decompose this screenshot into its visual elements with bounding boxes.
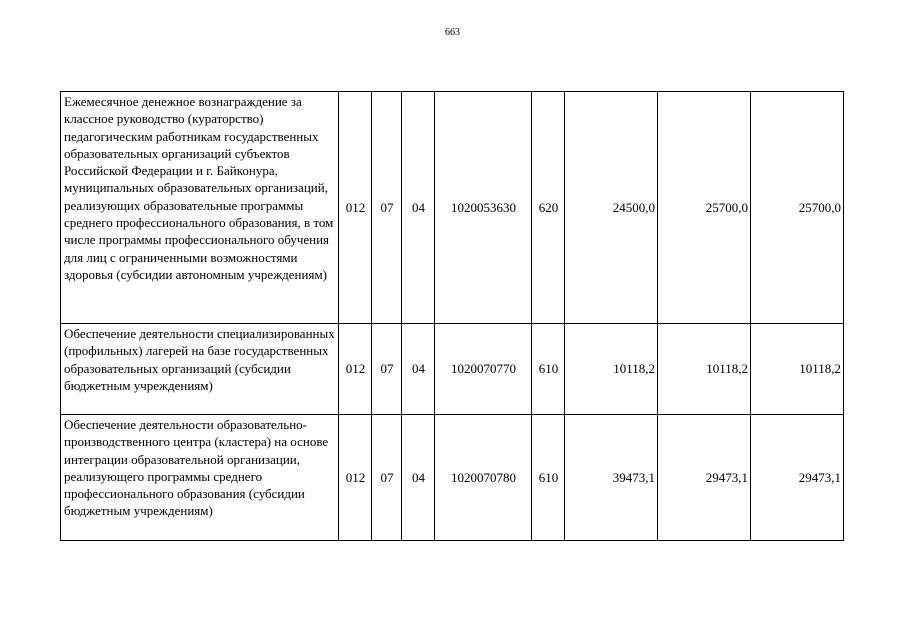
table-row (61, 92, 844, 324)
section-code: 07 (372, 92, 402, 324)
target-article-code: 1020070780 (435, 415, 532, 541)
target-article-code: 1020053630 (435, 92, 532, 324)
ministry-code: 012 (339, 324, 372, 415)
expense-type-code: 610 (532, 415, 565, 541)
amount-year-3: 29473,1 (751, 415, 844, 541)
subsection-code: 04 (402, 324, 435, 415)
ministry-code: 012 (339, 92, 372, 324)
amount-year-1: 24500,0 (565, 92, 658, 324)
table-row (61, 415, 844, 541)
expense-type-code: 610 (532, 324, 565, 415)
section-code: 07 (372, 415, 402, 541)
amount-year-2: 25700,0 (658, 92, 751, 324)
amount-year-2: 10118,2 (658, 324, 751, 415)
expense-type-code: 620 (532, 92, 565, 324)
row-description: Обеспечение деятельности специализированных (профильных) лагерей на базе государственных образовательных организаций (субсидии бюджетным учреждениям) (61, 324, 339, 415)
row-description: Ежемесячное денежное вознаграждение за классное руководство (кураторство) педагогическим работникам государственных образовательных организаций субъектов Российской Федерации и г. Байконура, муниципальных образовательных организаций, реализующих образовательные программы среднего профессионального образования, в том числе программы профессионального обучения для лиц с ограниченными возможностями здоровья (субсидии автономным учреждениям) (61, 92, 339, 324)
subsection-code: 04 (402, 415, 435, 541)
amount-year-3: 10118,2 (751, 324, 844, 415)
page-number: 663 (445, 27, 460, 38)
amount-year-3: 25700,0 (751, 92, 844, 324)
amount-year-2: 29473,1 (658, 415, 751, 541)
subsection-code: 04 (402, 92, 435, 324)
budget-table (60, 91, 844, 541)
table-row (61, 324, 844, 415)
section-code: 07 (372, 324, 402, 415)
target-article-code: 1020070770 (435, 324, 532, 415)
amount-year-1: 10118,2 (565, 324, 658, 415)
ministry-code: 012 (339, 415, 372, 541)
row-description: Обеспечение деятельности образовательно-производственного центра (кластера) на основе интеграции образовательной организации, реализующего программы среднего профессионального образования (субсидии бюджетным учреждениям) (61, 415, 339, 541)
amount-year-1: 39473,1 (565, 415, 658, 541)
